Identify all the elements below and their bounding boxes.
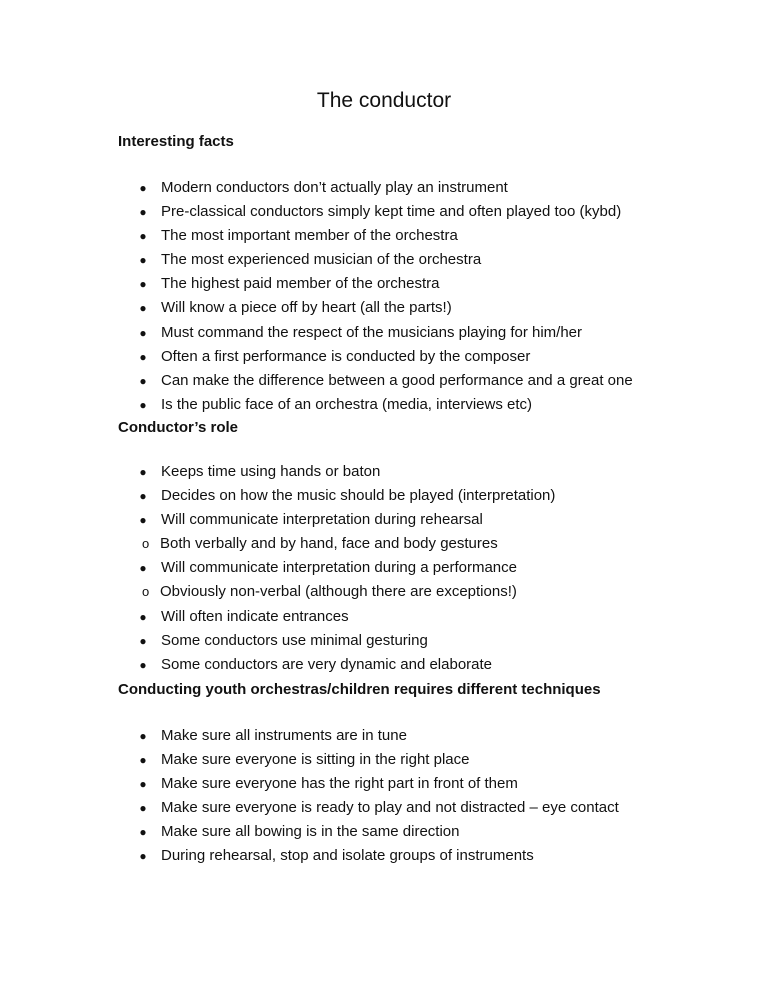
page-title: The conductor: [316, 89, 452, 112]
list-item: ● Keeps time using hands or baton: [118, 460, 678, 484]
bullet-icon: ●: [139, 397, 147, 412]
sub-list-item: o Both verbally and by hand, face and body gestures: [75, 532, 678, 556]
list-item: ● Will often indicate entrances: [118, 605, 678, 629]
list-item: ● Must command the respect of the musicians playing for him/her: [118, 321, 678, 345]
section-heading: Interesting facts: [118, 133, 234, 150]
bullet-icon: ●: [139, 609, 147, 624]
bullet-icon: ●: [139, 801, 147, 816]
list-item: ● Make sure everyone has the right part in front of them: [118, 772, 678, 796]
list-item: ● Decides on how the music should be played (interpretation): [118, 484, 678, 508]
section-interesting-facts: [118, 132, 678, 417]
list-item: ● Often a first performance is conducted by the composer: [118, 345, 678, 369]
sub-bullet-list: [75, 580, 678, 604]
list-item: ● Make sure all bowing is in the same direction: [118, 820, 678, 844]
list-item: ● The most experienced musician of the orchestra: [118, 248, 678, 272]
bullet-list: [118, 724, 678, 869]
bullet-list: [118, 460, 678, 677]
list-item: ● Pre-classical conductors simply kept time and often played too (kybd): [118, 200, 678, 224]
bullet-icon: ●: [139, 253, 147, 268]
section-conductors-role: [118, 418, 678, 677]
bullet-icon: ●: [139, 181, 147, 195]
section-heading: Conductor’s role: [118, 419, 239, 436]
bullet-icon: ●: [139, 825, 147, 840]
sub-bullet-icon: o: [142, 584, 150, 600]
bullet-icon: ●: [139, 465, 147, 479]
bullet-icon: ●: [139, 729, 147, 743]
bullet-icon: ●: [139, 489, 147, 504]
list-item: ● Modern conductors don’t actually play an instrument: [118, 176, 678, 200]
section-heading: Conducting youth orchestras/children requires different techniques: [118, 681, 601, 698]
bullet-icon: ●: [139, 849, 147, 864]
bullet-icon: ●: [139, 349, 147, 364]
list-item: ● Will communicate interpretation during rehearsal: [118, 508, 678, 532]
bullet-icon: ●: [139, 373, 147, 388]
bullet-list: [118, 176, 678, 417]
list-item: ● During rehearsal, stop and isolate groups of instruments: [118, 844, 678, 868]
list-item: ● Can make the difference between a good performance and a great one: [118, 369, 678, 393]
list-item: ● The most important member of the orchestra: [118, 224, 678, 248]
bullet-icon: ●: [139, 561, 147, 576]
list-item: ● Is the public face of an orchestra (media, interviews etc): [118, 393, 678, 417]
list-item: ● Make sure everyone is ready to play and not distracted – eye contact: [118, 796, 678, 820]
bullet-icon: ●: [139, 325, 147, 340]
list-item: ● Make sure everyone is sitting in the right place: [118, 748, 678, 772]
bullet-icon: ●: [139, 753, 147, 768]
list-item: ● Some conductors use minimal gesturing: [118, 629, 678, 653]
bullet-icon: ●: [139, 277, 147, 292]
list-item: ● Will know a piece off by heart (all the parts!): [118, 296, 678, 320]
bullet-icon: ●: [139, 633, 147, 648]
section-youth-orchestras: [118, 680, 678, 869]
list-item: ● Will communicate interpretation during a performance: [118, 556, 678, 580]
sub-list-container: [75, 532, 678, 556]
bullet-icon: ●: [139, 777, 147, 792]
sub-list-item: o Obviously non-verbal (although there are exceptions!): [75, 580, 678, 604]
bullet-icon: ●: [139, 205, 147, 220]
bullet-icon: ●: [139, 513, 147, 528]
list-item: ● Some conductors are very dynamic and elaborate: [118, 653, 678, 677]
sub-bullet-list: [75, 532, 678, 556]
bullet-icon: ●: [139, 657, 147, 672]
sub-list-container: [75, 580, 678, 604]
bullet-icon: ●: [139, 229, 147, 244]
list-item: ● The highest paid member of the orchestra: [118, 272, 678, 296]
list-item: ● Make sure all instruments are in tune: [118, 724, 678, 748]
sub-bullet-icon: o: [142, 536, 150, 552]
bullet-icon: ●: [139, 301, 147, 316]
